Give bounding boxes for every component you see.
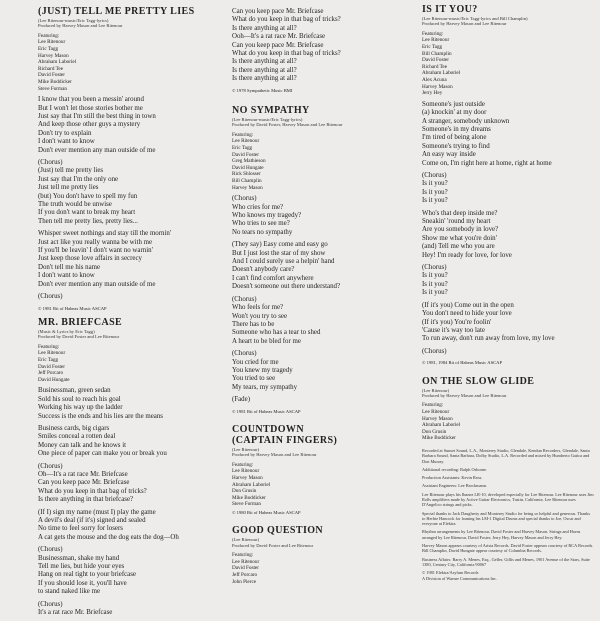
credit-line: Produced by Harvey Mason and Lee Ritenour [232, 452, 317, 458]
featuring-name: Lee Ritenour [232, 138, 260, 145]
lyric-line: Is there anything at all? [232, 75, 297, 83]
featuring-list [422, 31, 594, 97]
lyric-line: (Chorus) [232, 195, 257, 203]
lyric-line: Who's that deep inside me? [422, 209, 498, 217]
featuring-name: Richard Tee [38, 65, 64, 72]
stanza [38, 387, 216, 421]
lyric-line: (They say) Easy come and easy go [232, 241, 328, 249]
credit-line: (Lee Ritenour-music/Eric Tagg-lyrics and Bill Champlin) [422, 16, 528, 21]
lyric-line: You tried to see [232, 375, 276, 383]
note-paragraph: Rhythm arrangements by Lee Ritenour, David Foster and Harvey Mason. Strings and Horns arranged by Lee Ritenour, David Foster, Jerry Hey, Harvey Mason and Jerry Hey. [422, 529, 581, 540]
copyright: © 1980 Rit of Habeas Music ASCAP [232, 509, 301, 515]
column-middle [232, 8, 412, 585]
lyric-line: Just act like you really wanna be with me [38, 238, 153, 246]
featuring-name: Featuring: [232, 552, 254, 559]
lyric-line: (If I) sign my name (must I) play the game [38, 508, 156, 516]
lyric-line: Don't ever mention any man outside of me [38, 146, 156, 154]
lyrics [422, 101, 594, 356]
featuring-name: Featuring: [38, 32, 60, 39]
lyrics [232, 195, 412, 404]
lyric-line: Just say that I'm still the best thing in town [38, 112, 156, 120]
lyric-line: Just say that I'm the only one [38, 175, 119, 183]
lyric-line: (Chorus) [38, 546, 63, 554]
song-good-question [232, 525, 412, 585]
lyric-line: Is there anything at all? [232, 66, 297, 74]
lyric-line: (Chorus) [232, 350, 257, 358]
lyric-line: Are you somebody in love? [422, 226, 499, 234]
note-paragraph: Assistant Engineers: Lee Brockmann. [422, 483, 487, 489]
credit-line: (Lee Ritenour) [232, 446, 260, 452]
song-title: GOOD QUESTION [232, 525, 324, 537]
stanza [232, 195, 412, 237]
featuring-name: Abraham Laboriel [232, 481, 271, 488]
song-credits [38, 329, 216, 340]
copyright: © 1981 Rit of Habeas Music ASCAP [232, 408, 301, 414]
lyric-line: (a) knockin' at my door [422, 109, 487, 117]
lyric-line: Someone's in my dreams [422, 125, 491, 133]
note-paragraph: Additional recording: Ralph Osborne. [422, 466, 488, 472]
credit-line: Produced by Harvey Mason and Lee Ritenour [38, 23, 123, 29]
lyric-line: One piece of paper can make you or break you [38, 450, 167, 458]
credit-line: (Music & Lyrics by Eric Tagg) [38, 328, 95, 334]
featuring-name: David Hungate [38, 376, 70, 383]
lyric-line: Sneakin' 'round my heart [422, 218, 491, 226]
song-title: MR. BRIEFCASE [38, 316, 123, 328]
featuring-name: Lee Ritenour [422, 408, 450, 415]
lyric-line: Working his way up the ladder [38, 404, 123, 412]
featuring-list [232, 132, 412, 191]
lyric-line: Is there anything at all? [232, 24, 297, 32]
featuring-name: Abraham Laboriel [422, 422, 461, 429]
lyric-line: Is there anything at all? [232, 58, 297, 66]
featuring-name: Eric Tagg [422, 44, 443, 50]
stanza [38, 425, 216, 459]
lyric-line: (and) Tell me who you are [422, 243, 495, 251]
lyric-line: I don't want to know [38, 138, 95, 146]
lyric-line: A heart to be bled for me [232, 337, 301, 345]
lyric-line: Doesn't anybody care? [232, 266, 295, 274]
featuring-name: Harvey Mason [422, 415, 453, 422]
credit-line: Produced by David Foster and Lee Ritenour [38, 334, 120, 340]
song-mr-briefcase-continued [232, 8, 412, 93]
featuring-name: Eric Tagg [232, 145, 253, 152]
lyric-line: I don't want to know [38, 272, 95, 280]
stanza [38, 293, 216, 301]
lyric-line: (If it's you) Come out in the open [422, 301, 514, 309]
lyric-line: (Chorus) [38, 159, 63, 166]
featuring-name: Harvey Mason [232, 474, 263, 481]
featuring-name: Harvey Mason [422, 83, 453, 90]
song-on-the-slow-glide [422, 376, 594, 442]
stanza [422, 302, 594, 344]
featuring-list [232, 462, 412, 508]
featuring-list [422, 402, 594, 442]
lyric-line: I'm tired of being alone [422, 134, 487, 142]
stanza [38, 546, 216, 596]
song-credits [232, 537, 412, 548]
featuring-list [232, 552, 412, 585]
song-credits [422, 388, 594, 399]
lyric-line: 'Cause it's way too late [422, 326, 485, 334]
lyric-line: Someone's just outside [422, 100, 485, 108]
song-mr-briefcase [38, 317, 216, 618]
lyric-line: No tears no sympathy [232, 228, 293, 236]
featuring-name: Harvey Mason [38, 52, 69, 59]
featuring-name: Lee Ritenour [38, 350, 66, 357]
lyric-line: Someone's trying to find [422, 142, 490, 150]
lyric-line: (Chorus) [422, 172, 447, 179]
lyric-line: Just tell me pretty lies [38, 184, 99, 192]
lyric-line: Who feels for me? [232, 304, 284, 312]
lyric-line: And keep those other guys a mystery [38, 121, 141, 129]
lyric-line: It's a rat race Mr. Briefcase [38, 609, 113, 617]
lyric-line: Can you keep pace Mr. Briefcase [232, 41, 324, 49]
stanza [422, 210, 594, 260]
lyric-line: Business cards, big cigars [38, 424, 110, 432]
note-paragraph: Recorded at Sunset Sound, L.A., Monterey Studio, Glendale, Kendun Recorders, Glendale, Santa Barbara Sound, Santa Barbara, Dolby Studio, L.A. Recorded and mixed by Humberto Gatica and Don Murray. [422, 447, 590, 464]
lyric-line: You don't need to hide your love [422, 310, 512, 318]
lyric-line: You cried for me [232, 358, 279, 366]
lyric-line: You knew my tragedy [232, 366, 293, 374]
featuring-name: Eric Tagg [38, 356, 59, 363]
lyric-line: What do you keep in that bag of tricks? [38, 487, 147, 495]
featuring-name: Bill Champlin [422, 50, 452, 57]
lyric-line: If you should lose it, you'll have [38, 579, 127, 587]
lyric-line: Can you keep pace Mr. Briefcase [232, 8, 324, 15]
lyric-line: (Chorus) [38, 600, 63, 608]
note-paragraph: Harvey Mason appears courtesy of Arista Records. David Foster appears courtesy of RCA Records. Bill Champlin, David Hungate appear courtesy of Columbia Records. [422, 543, 594, 554]
note-paragraph: A Division of Warner Communications Inc. [422, 575, 497, 581]
featuring-name: Alex Acuna [422, 76, 447, 83]
song-countdown [232, 424, 412, 515]
featuring-name: Greg Mathieson [232, 158, 266, 165]
featuring-name: Lee Ritenour [232, 468, 260, 475]
lyric-line: (Just) tell me pretty lies [38, 167, 104, 175]
featuring-name: Rick Shlosser [232, 171, 261, 178]
lyric-line: (Chorus) [38, 293, 63, 301]
lyric-line: My tears, my sympathy [232, 383, 298, 391]
stanza [232, 396, 412, 404]
copyright: © 1978 Sympathetic Music BMI [232, 87, 293, 93]
lyric-line: Hang on real tight to your briefcase [38, 571, 136, 579]
featuring-name: Abraham Laboriel [38, 59, 77, 66]
lyric-line: Then tell me pretty lies, pretty lies... [38, 217, 138, 225]
featuring-list [38, 33, 216, 92]
stanza [422, 101, 594, 168]
lyric-line: Is it you? [422, 180, 448, 188]
lyric-line: Businessman, shake my hand [38, 554, 120, 562]
song-credits [232, 117, 412, 128]
lyric-line: Can you keep pace Mr. Briefcase [38, 479, 130, 487]
lyric-line: Who knows my tragedy? [232, 212, 302, 220]
column-right [422, 4, 594, 584]
song-title: COUNTDOWN [232, 423, 304, 435]
featuring-name: Featuring: [232, 461, 254, 468]
lyric-line: Come on, I'm right here at home, right at home [422, 159, 552, 167]
lyric-line: The truth would be unwise [38, 201, 112, 209]
featuring-name: Harvey Mason [232, 184, 263, 191]
credit-line: (Lee Ritenour-music/Eric Tagg-lyrics) [232, 117, 303, 123]
credit-line: (Lee Ritenour) [232, 537, 260, 543]
lyric-line: I know that you been a messin' around [38, 96, 144, 104]
song-is-it-you [422, 4, 594, 366]
stanza [38, 96, 216, 155]
copyright: © 1981 Rit of Habeas Music ASCAP [38, 305, 107, 311]
stanza [232, 350, 412, 392]
lyric-line: A cat gets the mouse and the dog eats the dog—Oh [38, 533, 179, 541]
credit-line: (Lee Ritenour) [422, 387, 450, 393]
song-no-sympathy [232, 105, 412, 414]
lyric-line: Is it you? [422, 280, 448, 288]
note-paragraph: Lee Ritenour plays his Ibanez LR-10, developed especially for Lee Ritenour. Lee Ritenour uses Jim Rolls amplifiers made by Active Guitar Electronics, Tustin, California. Lee Ritenour uses D'Angelico strings and picks. [422, 491, 594, 508]
lyric-line: Is it you? [422, 289, 448, 297]
featuring-name: Jeff Porcaro [232, 571, 258, 578]
lyric-line: No time to feel sorry for losers [38, 525, 123, 533]
featuring-name: Don Grusin [232, 488, 257, 495]
lyric-line: Is it you? [422, 272, 448, 280]
lyric-line: Hey! I'm ready for love, for love [422, 251, 512, 259]
stanza [232, 8, 412, 84]
credit-line: Produced by David Foster and Lee Ritenour [232, 542, 314, 548]
lyric-line: (Chorus) [422, 264, 447, 272]
lyric-line: Don't try to explain [38, 129, 92, 137]
featuring-name: Jeff Porcaro [38, 370, 64, 377]
copyright: © 1981, 1984 Rit of Habeas Music ASCAP [422, 360, 503, 366]
song-credits [232, 447, 412, 458]
featuring-name: Don Grusin [422, 428, 447, 435]
featuring-name: John Pierce [232, 578, 257, 585]
featuring-name: David Hungate [232, 164, 264, 171]
song-title: NO SYMPATHY [232, 105, 310, 117]
lyric-line: Who cries for me? [232, 203, 284, 211]
stanza [422, 172, 594, 206]
lyric-line: I can't find comfort anywhere [232, 274, 314, 282]
featuring-name: David Foster [422, 57, 449, 64]
lyric-line: Money can talk and he knows it [38, 441, 127, 449]
featuring-name: Jerry Hey [422, 90, 443, 97]
song-title: IS IT YOU? [422, 4, 478, 15]
lyric-line: Doesn't someone out there understand? [232, 283, 341, 291]
lyric-line: A devil's deal (if it's) signed and sealed [38, 516, 146, 524]
lyric-line: A stranger, somebody unknown [422, 117, 510, 125]
note-paragraph: Production Assistants: Kevin Ross. [422, 475, 483, 481]
featuring-name: Steve Forman [232, 501, 261, 508]
production-notes [422, 448, 594, 581]
lyric-line: Don't ever mention any man outside of me [38, 280, 156, 288]
featuring-name: David Foster [38, 72, 65, 79]
lyric-line: Smiles conceal a rotten deal [38, 433, 116, 441]
lyric-line: (Chorus) [38, 462, 63, 470]
lyric-line: But I won't let those stories bother me [38, 104, 143, 112]
note-paragraph: © 1981 Elektra/Asylum Records [422, 570, 479, 576]
lyric-line: Is there anything in that briefcase? [38, 496, 134, 504]
lyrics [38, 387, 216, 617]
note-paragraph: Special thanks to Jack Daugherty and Monterey Studio for being so helpful and generous. Thanks to Herbie Hancock for loaning his LM-1 Digital Drums and special thanks to Joe, Oscar and everyone at Elektra. [422, 510, 591, 527]
stanza [38, 230, 216, 289]
featuring-name: Lee Ritenour [232, 558, 260, 565]
stanza [422, 348, 594, 356]
note-paragraph: Business Affairs: Barry A. Menes, Esq., Geller, Gillis and Menes, 1901 Avenue of the Stars, Suite 1380, Century City, California 90067 [422, 556, 590, 567]
stanza [38, 601, 216, 618]
lyric-line: If you don't want to break my heart [38, 209, 136, 217]
lyric-line: (Chorus) [422, 347, 447, 355]
lyric-line: But I just lost the star of my show [232, 249, 326, 257]
stanza [422, 264, 594, 298]
credit-line: Produced by David Foster, Harvey Mason and Lee Ritenour [232, 122, 343, 128]
column-left [38, 6, 216, 621]
lyric-line: Show me what you're doin' [422, 234, 497, 242]
featuring-name: Mike Boddicker [38, 78, 72, 85]
featuring-name: Featuring: [422, 402, 444, 409]
lyric-line: Sold his soul to reach his goal [38, 395, 121, 403]
lyric-line: Is it you? [422, 197, 448, 205]
lyric-line: If you'll be leavin' I don't want no warnin' [38, 247, 153, 255]
stanza [232, 241, 412, 291]
featuring-name: Mike Boddicker [422, 435, 456, 442]
credit-line: Produced by Harvey Mason and Lee Ritenour [422, 392, 507, 398]
lyric-line: (but) You don't have to spell my fun [38, 192, 138, 200]
lyric-line: Businessman, green sedan [38, 387, 111, 395]
song-tell-me-pretty-lies [38, 6, 216, 311]
lyric-line: (Chorus) [232, 295, 257, 303]
featuring-name: Featuring: [232, 131, 254, 138]
lyric-line: Don't tell me his name [38, 263, 101, 271]
song-title: ON THE SLOW GLIDE [422, 375, 535, 387]
lyric-line: What do you keep in that bag of tricks? [232, 50, 341, 58]
featuring-name: Abraham Laboriel [422, 70, 461, 77]
featuring-name: Featuring: [422, 30, 444, 37]
song-subtitle: (CAPTAIN FINGERS) [232, 434, 338, 446]
stanza [38, 159, 216, 226]
lyrics [232, 8, 412, 84]
featuring-name: David Foster [232, 151, 259, 158]
song-credits [422, 16, 594, 27]
lyric-line: Is it you? [422, 188, 448, 196]
featuring-name: Richard Tee [422, 63, 448, 70]
featuring-name: Lee Ritenour [422, 37, 450, 44]
lyric-line: And I could surely use a helpin' hand [232, 258, 335, 266]
lyric-line: Ooh—It's a rat race Mr. Briefcase [232, 33, 326, 41]
stanza [38, 463, 216, 505]
lyric-line: to stand naked like me [38, 588, 100, 596]
stanza [38, 509, 216, 543]
lyric-line: (If it's you) You're foolin' [422, 318, 492, 326]
lyric-line: An easy way inside [422, 151, 476, 159]
featuring-name: Eric Tagg [38, 46, 59, 52]
featuring-list [38, 344, 216, 384]
lyric-line: Success is the ends and his lies are the means [38, 412, 163, 420]
featuring-name: Bill Champlin [232, 178, 262, 185]
lyric-line: (Fade) [232, 396, 250, 404]
featuring-name: Lee Ritenour [38, 39, 66, 46]
lyric-line: Just keep those love affairs in secrecy [38, 255, 142, 263]
credit-line: Produced by Harvey Mason and Lee Ritenour [422, 21, 507, 27]
lyric-line: Won't you try to see [232, 312, 288, 320]
lyric-line: Oh—It's a rat race Mr. Briefcase [38, 470, 128, 478]
featuring-name: Steve Forman [38, 85, 67, 92]
lyric-line: Who tries to see me? [232, 220, 290, 228]
featuring-name: Featuring: [38, 343, 60, 350]
lyric-line: Whisper sweet nothings and stay till the mornin' [38, 230, 172, 238]
featuring-name: Mike Boddicker [232, 494, 266, 501]
lyric-line: Tell me lies, but hide your eyes [38, 563, 125, 570]
featuring-name: David Foster [232, 565, 259, 572]
stanza [232, 296, 412, 346]
song-title: (JUST) TELL ME PRETTY LIES [38, 6, 195, 17]
song-credits [38, 18, 216, 29]
lyric-line: There has to be [232, 320, 275, 328]
lyrics [38, 96, 216, 301]
lyric-line: Someone who has a tear to shed [232, 329, 321, 337]
lyric-line: What do you keep in that bag of tricks? [232, 16, 341, 24]
lyric-line: To run away, don't run away from love, my love [422, 335, 555, 343]
featuring-name: David Foster [38, 363, 65, 370]
credit-line: (Lee Ritenour-music/Eric Tagg-lyrics) [38, 18, 109, 23]
